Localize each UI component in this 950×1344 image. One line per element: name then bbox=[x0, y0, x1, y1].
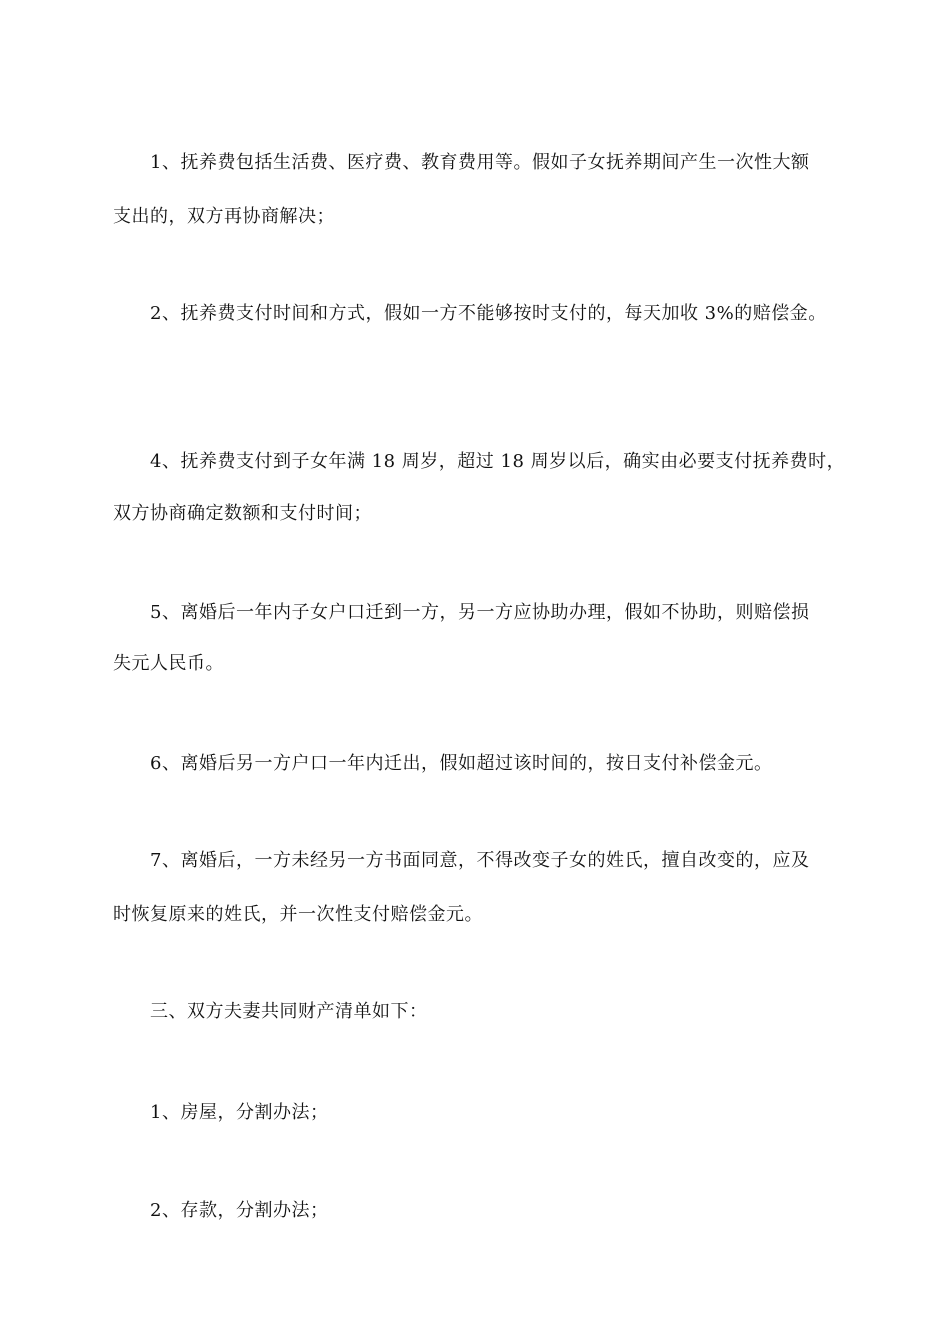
clause-6-line-1: 6、离婚后另一方户口一年内迁出，假如超过该时间的，按日支付补偿金元。 bbox=[150, 753, 773, 774]
clause-1-line-1: 1、抚养费包括生活费、医疗费、教育费用等。假如子女抚养期间产生一次性大额 bbox=[150, 152, 810, 173]
clause-4-line-1: 4、抚养费支付到子女年满 18 周岁，超过 18 周岁以后，确实由必要支付抚养费时， bbox=[150, 451, 846, 472]
clause-7-line-1: 7、离婚后，一方未经另一方书面同意，不得改变子女的姓氏，擅自改变的，应及 bbox=[150, 850, 810, 871]
clause-5-line-2: 失元人民币。 bbox=[113, 653, 224, 674]
clause-5-line-1: 5、离婚后一年内子女户口迁到一方，另一方应协助办理，假如不协助，则赔偿损 bbox=[150, 602, 810, 623]
clause-1-line-2: 支出的，双方再协商解决； bbox=[113, 206, 335, 227]
clause-2-line-1: 2、抚养费支付时间和方式，假如一方不能够按时支付的，每天加收 3%的赔偿金。 bbox=[150, 303, 827, 324]
clause-7-line-2: 时恢复原来的姓氏，并一次性支付赔偿金元。 bbox=[113, 904, 483, 925]
property-item-2: 2、存款，分割办法； bbox=[150, 1200, 329, 1221]
property-item-1: 1、房屋，分割办法； bbox=[150, 1102, 329, 1123]
clause-4-line-2: 双方协商确定数额和支付时间； bbox=[113, 503, 372, 524]
section-3-heading: 三、双方夫妻共同财产清单如下： bbox=[150, 1001, 428, 1022]
